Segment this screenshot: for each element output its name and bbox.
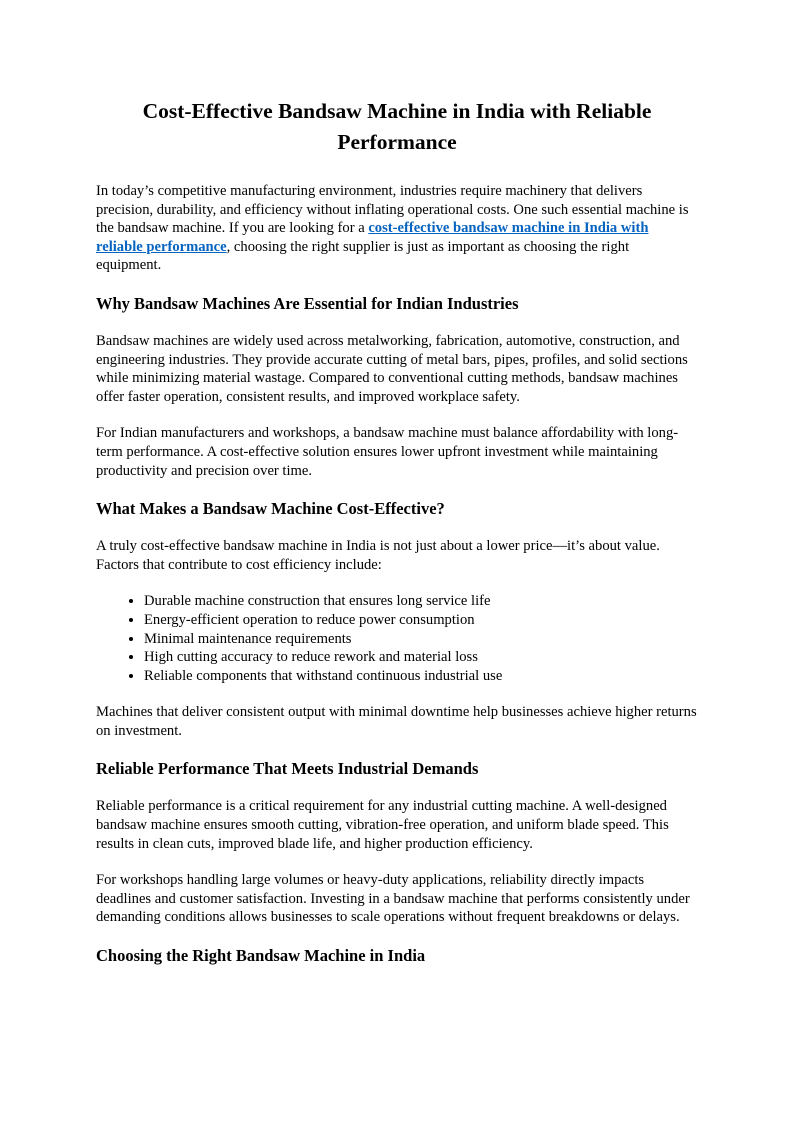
intro-paragraph: [96, 182, 698, 275]
section-paragraph: For workshops handling large volumes or heavy-duty applications, reliability directly impacts deadlines and customer satisfaction. Investing in a bandsaw machine that performs consistently under demanding conditions allows businesses to scale operations without frequent breakdowns or delays.: [96, 872, 690, 926]
cost-factors-list: [96, 592, 698, 685]
section-heading-why-essential: Why Bandsaw Machines Are Essential for Indian Industries: [96, 293, 519, 313]
section-heading-cost-effective: What Makes a Bandsaw Machine Cost-Effective?: [96, 499, 445, 519]
intro-text-after-link: , choosing the right supplier is just as important as choosing the right equipment.: [96, 238, 630, 274]
list-item: • Energy-efficient operation to reduce power consumption: [144, 611, 698, 630]
section-paragraph: Reliable performance is a critical requirement for any industrial cutting machine. A well-designed bandsaw machine ensures smooth cutting, vibration-free operation, and uniform blade speed. This results in clean cuts, improved blade life, and higher production efficiency.: [96, 798, 669, 852]
bandsaw-product-link[interactable]: cost-effective bandsaw machine in India with reliable performance: [96, 220, 649, 255]
list-item: • Durable machine construction that ensures long service life: [144, 592, 698, 611]
section-paragraph: Bandsaw machines are widely used across metalworking, fabrication, automotive, construction, and engineering industries. They provide accurate cutting of metal bars, pipes, profiles, and solid sections while minimizing material wastage. Compared to conventional cutting methods, bandsaw machines offer faster operation, consistent results, and improved workplace safety.: [96, 332, 688, 405]
section-paragraph: A truly cost-effective bandsaw machine in India is not just about a lower price—it’s about value. Factors that contribute to cost efficiency include:: [96, 538, 660, 573]
section-heading-reliable-performance: Reliable Performance That Meets Industrial Demands: [96, 759, 479, 779]
list-item: • High cutting accuracy to reduce rework and material loss: [144, 648, 698, 667]
section-paragraph: Machines that deliver consistent output with minimal downtime help businesses achieve higher returns on investment.: [96, 704, 697, 739]
intro-text-before-link: In today’s competitive manufacturing environment, industries require machinery that delivers precision, durability, and efficiency without inflating operational costs. One such essential machine is the bandsaw machine. If you are looking for a: [96, 183, 689, 237]
list-item: • Minimal maintenance requirements: [144, 630, 698, 649]
section-heading-choosing-right: Choosing the Right Bandsaw Machine in India: [96, 946, 426, 966]
list-item: • Reliable components that withstand continuous industrial use: [144, 667, 698, 686]
section-paragraph: For Indian manufacturers and workshops, a bandsaw machine must balance affordability with long-term performance. A cost-effective solution ensures lower upfront investment while maintaining productivity and precision over time.: [96, 425, 679, 479]
document-title: Cost-Effective Bandsaw Machine in India with Reliable Performance: [142, 99, 652, 154]
